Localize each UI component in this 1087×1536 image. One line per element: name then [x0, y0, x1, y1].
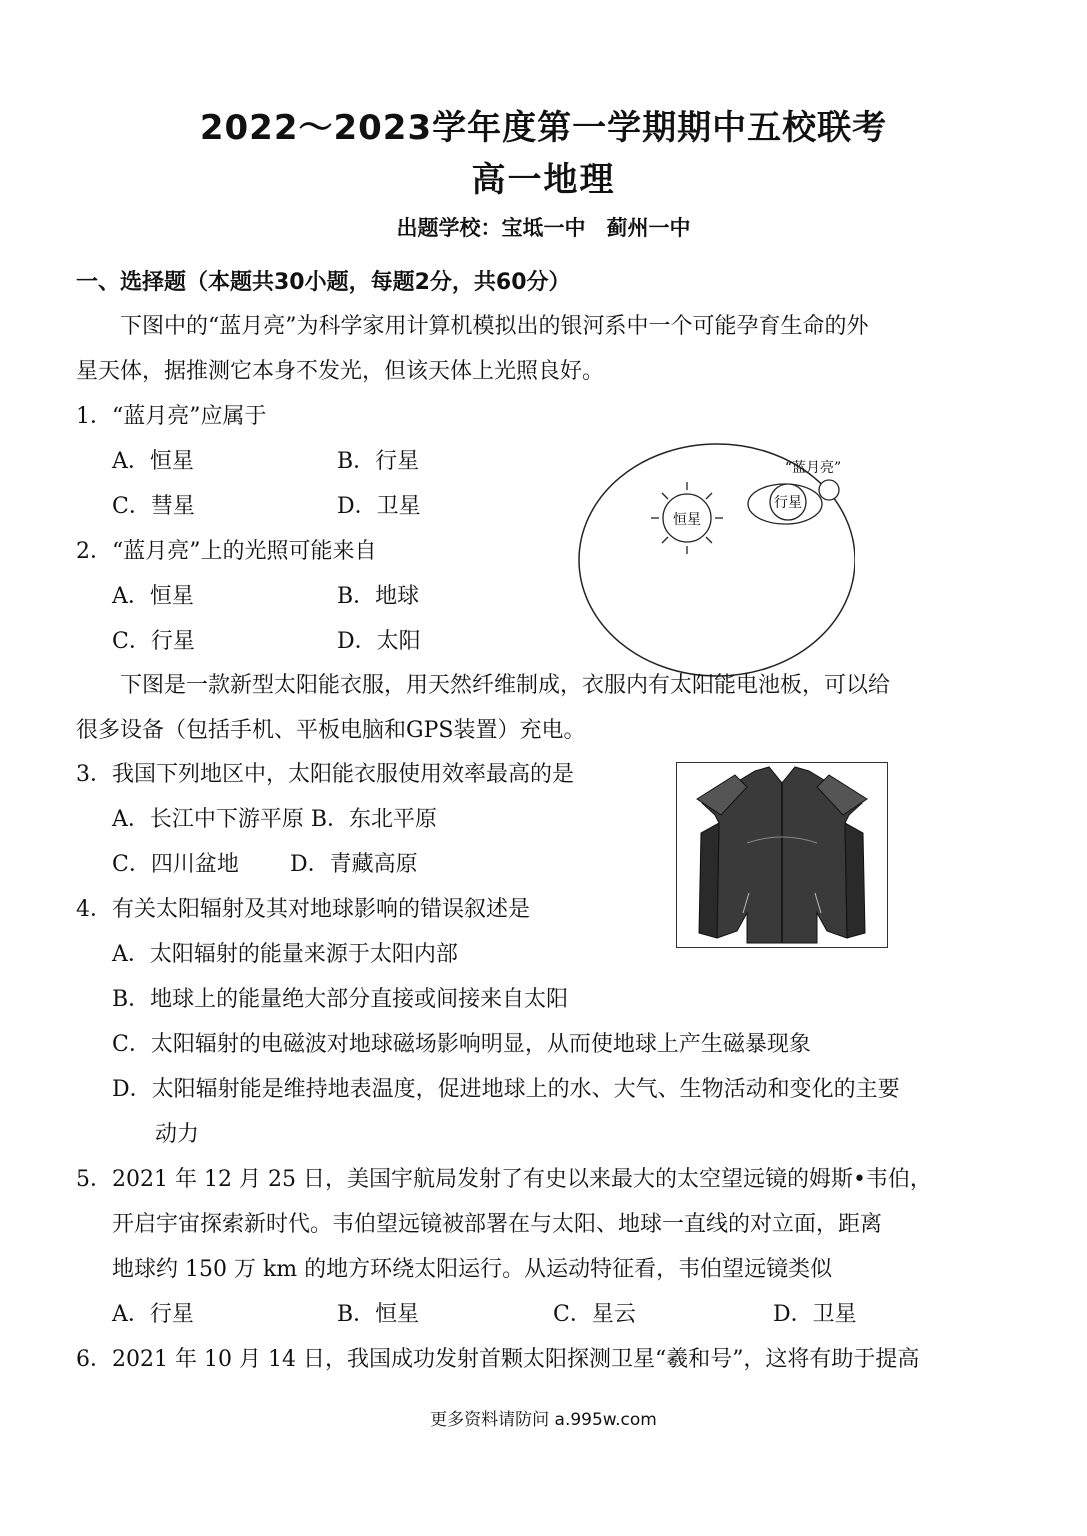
orbit-diagram: [575, 438, 855, 678]
q5-line1: 5．2021 年 12 月 25 日，美国宇航局发射了有史以来最大的太空望远镜的姆斯•韦伯，: [76, 1167, 932, 1192]
q1-option-b: B．行星: [337, 449, 420, 474]
q5-line2: 开启宇宙探索新时代。韦伯望远镜被部署在与太阳、地球一直线的对立面，距离: [112, 1212, 883, 1237]
q4-option-d-line1: D．太阳辐射能是维持地表温度，促进地球上的水、大气、生物活动和变化的主要: [112, 1077, 900, 1102]
q2-stem: 2．“蓝月亮”上的光照可能来自: [76, 539, 377, 564]
q3-option-d: D．青藏高原: [290, 852, 418, 877]
exam-title: 2022～2023学年度第一学期期中五校联考: [199, 108, 888, 148]
q5-line3: 地球约 150 万 km 的地方环绕太阳运行。从运动特征看，韦伯望远镜类似: [112, 1257, 833, 1282]
q3-option-c: C．四川盆地: [112, 852, 239, 877]
q5-option-b: B．恒星: [337, 1302, 420, 1327]
planet-label: 行星: [774, 495, 802, 511]
q1-option-c: C．彗星: [112, 494, 195, 519]
subject-title: 高一地理: [471, 160, 616, 200]
jacket-drawing: [677, 763, 887, 947]
blue-moon-icon: [819, 480, 839, 500]
q2-option-b: B．地球: [337, 584, 420, 609]
q4-option-a: A．太阳辐射的能量来源于太阳内部: [112, 942, 458, 967]
q2-option-d: D．太阳: [337, 629, 421, 654]
intro1-line1: 下图中的“蓝月亮”为科学家用计算机模拟出的银河系中一个可能孕育生命的外: [120, 314, 869, 339]
q4-stem: 4．有关太阳辐射及其对地球影响的错误叙述是: [76, 897, 530, 922]
intro1-line2: 星天体，据推测它本身不发光，但该天体上光照良好。: [76, 359, 605, 384]
q3-stem: 3．我国下列地区中，太阳能衣服使用效率最高的是: [76, 762, 574, 787]
q1-stem: 1．“蓝月亮”应属于: [76, 404, 267, 429]
q4-option-b: B．地球上的能量绝大部分直接或间接来自太阳: [112, 987, 569, 1012]
orbit-ellipse: [579, 444, 855, 676]
q5-option-d: D．卫星: [773, 1302, 857, 1327]
q4-option-d-line2: 动力: [155, 1122, 200, 1147]
q4-option-c: C．太阳辐射的电磁波对地球磁场影响明显，从而使地球上产生磁暴现象: [112, 1032, 811, 1057]
intro2-line1: 下图是一款新型太阳能衣服，用天然纤维制成，衣服内有太阳能电池板，可以给: [120, 673, 891, 698]
q2-option-a: A．恒星: [112, 584, 194, 609]
q2-option-c: C．行星: [112, 629, 195, 654]
star-label: 恒星: [673, 512, 701, 528]
q5-option-a: A．行星: [112, 1302, 194, 1327]
schools-line: 出题学校：宝坻一中 蓟州一中: [396, 216, 691, 240]
section-heading: 一、选择题（本题共30小题，每题2分，共60分）: [76, 270, 571, 295]
footer-link[interactable]: 更多资料请防问 a.995w.com: [430, 1410, 657, 1430]
q5-option-c: C．星云: [553, 1302, 636, 1327]
q3-option-ab: A．长江中下游平原 B．东北平原: [112, 807, 438, 832]
q6-line1: 6．2021 年 10 月 14 日，我国成功发射首颗太阳探测卫星“羲和号”，这将有助于提高: [76, 1347, 920, 1372]
q1-option-a: A．恒星: [112, 449, 194, 474]
intro2-line2: 很多设备（包括手机、平板电脑和GPS装置）充电。: [76, 718, 586, 743]
blue-moon-label: “蓝月亮”: [784, 460, 842, 476]
solar-jacket-image: [676, 762, 888, 948]
q1-option-d: D．卫星: [337, 494, 421, 519]
